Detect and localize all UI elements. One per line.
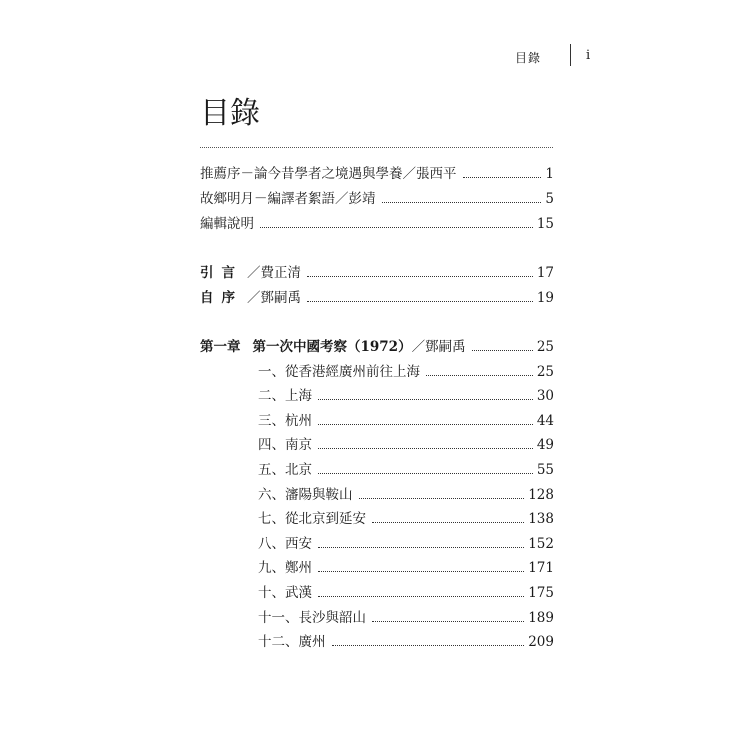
page-title: 目錄	[200, 96, 260, 131]
toc-section-title: 十二、廣州	[258, 634, 326, 650]
dot-leader	[359, 498, 525, 499]
toc-page-number: 5	[545, 191, 554, 207]
toc-page-number: 55	[536, 462, 554, 478]
toc-page-number: 44	[536, 413, 554, 429]
toc-section-title: 十一、長沙與韶山	[258, 610, 366, 626]
dot-leader	[318, 424, 533, 425]
toc-page-number: 189	[528, 610, 554, 626]
toc-entry-introduction[interactable]	[200, 261, 554, 281]
toc-page-number: 49	[536, 437, 554, 453]
toc-section[interactable]	[258, 507, 554, 527]
toc-section-title: 九、鄭州	[258, 560, 312, 576]
chapter-label: 第一章	[200, 339, 241, 355]
dot-leader	[472, 350, 533, 351]
toc-section[interactable]	[258, 532, 554, 552]
toc-section-title: 五、北京	[258, 462, 312, 478]
dot-leader	[318, 448, 533, 449]
chapter-author: ／鄧嗣禹	[411, 339, 466, 355]
toc-entry-preface[interactable]	[200, 286, 554, 306]
folio: i	[586, 48, 591, 63]
toc-section-title: 一、從香港經廣州前往上海	[258, 364, 420, 380]
toc-page-number: 30	[536, 388, 554, 404]
chapter-title: 第一次中國考察（1972）	[252, 339, 412, 355]
toc-page-number: 17	[536, 265, 554, 281]
toc-section-title: 二、上海	[258, 388, 312, 404]
toc-section[interactable]	[258, 458, 554, 478]
dot-leader	[332, 645, 525, 646]
toc-page-number: 171	[528, 560, 554, 576]
toc-section-title: 六、瀋陽與鞍山	[258, 487, 353, 503]
dot-leader	[318, 596, 524, 597]
dot-leader	[318, 571, 524, 572]
toc-entry-label: 自序	[200, 290, 243, 306]
toc-page-number: 209	[528, 634, 554, 650]
title-rule	[200, 147, 553, 148]
toc-section[interactable]	[258, 384, 554, 404]
toc-section-title: 七、從北京到延安	[258, 511, 366, 527]
toc-page-number: 15	[536, 216, 554, 232]
toc-section[interactable]	[258, 483, 554, 503]
dot-leader	[372, 621, 524, 622]
toc-entry-title: ／鄧嗣禹	[247, 290, 301, 306]
toc-page-number: 175	[528, 585, 554, 601]
running-head: 目錄	[515, 51, 542, 65]
chapter-title-group	[253, 335, 466, 355]
toc-entry-title: 推薦序－論今昔學者之境遇與學養／張西平	[200, 166, 457, 182]
toc-section[interactable]	[258, 606, 554, 626]
toc-section-title: 十、武漢	[258, 585, 312, 601]
dot-leader	[382, 202, 542, 203]
toc-entry-translator-note[interactable]	[200, 187, 554, 207]
toc-page-number: 152	[528, 536, 554, 552]
toc-page-number: 128	[528, 487, 554, 503]
toc-entry-label: 引言	[200, 265, 243, 281]
dot-leader	[372, 522, 524, 523]
toc-section[interactable]	[258, 409, 554, 429]
toc-entry-title: ／費正清	[247, 265, 301, 281]
toc-section[interactable]	[258, 556, 554, 576]
dot-leader	[307, 301, 533, 302]
toc-page-number: 1	[545, 166, 554, 182]
toc-page-number: 25	[536, 364, 554, 380]
dot-leader	[307, 276, 533, 277]
dot-leader	[426, 375, 533, 376]
toc-section[interactable]	[258, 360, 554, 380]
toc-section-title: 三、杭州	[258, 413, 312, 429]
toc-entry-title: 編輯說明	[200, 216, 254, 232]
toc-section-title: 四、南京	[258, 437, 312, 453]
dot-leader	[260, 227, 533, 228]
dot-leader	[318, 473, 533, 474]
toc-entry-chapter-1[interactable]	[200, 335, 554, 355]
toc-section-title: 八、西安	[258, 536, 312, 552]
toc-page-number: 25	[536, 339, 554, 355]
dot-leader	[318, 399, 533, 400]
dot-leader	[463, 177, 542, 178]
dot-leader	[318, 547, 524, 548]
toc-section[interactable]	[258, 581, 554, 601]
toc-section[interactable]	[258, 630, 554, 650]
running-head-divider	[570, 44, 571, 66]
toc-entry-editorial-notes[interactable]	[200, 212, 554, 232]
toc-page-number: 19	[536, 290, 554, 306]
toc-entry-foreword[interactable]	[200, 162, 554, 182]
toc-entry-title: 故鄉明月－編譯者絮語／彭靖	[200, 191, 376, 207]
toc-section[interactable]	[258, 433, 554, 453]
toc-page-number: 138	[528, 511, 554, 527]
